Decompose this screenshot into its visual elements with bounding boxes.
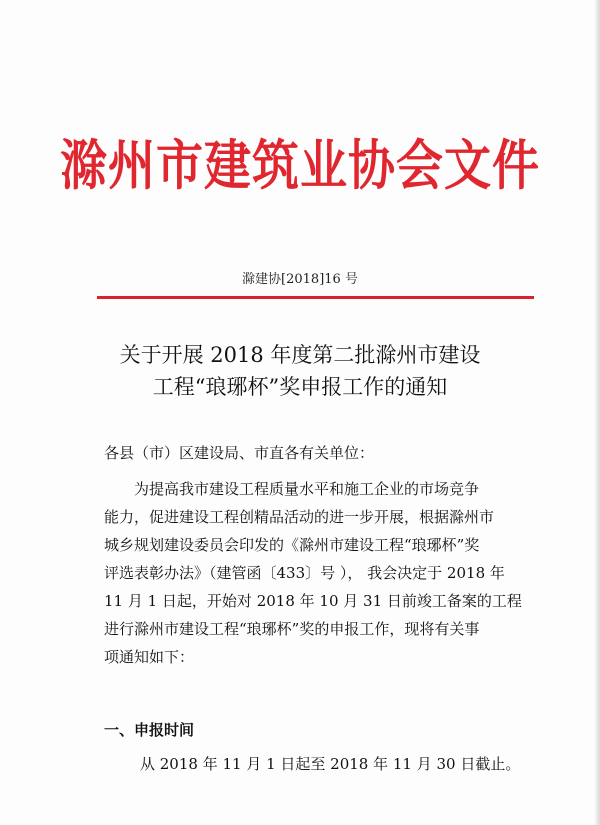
body-line: 为提高我市建设工程质量水平和施工企业的市场竞争 xyxy=(104,480,480,498)
document-number: 滁建协[2018]16 号 xyxy=(242,272,358,287)
body-paragraph xyxy=(104,475,540,671)
section-heading-application-time: 一、申报时间 xyxy=(104,721,195,739)
document-header-title: 滁州市建筑业协会文件 xyxy=(60,134,540,198)
notice-title-line-2: 工程“琅琊杯”奖申报工作的通知 xyxy=(152,375,448,399)
body-line: 项通知如下： xyxy=(104,648,195,666)
body-line: 城乡规划建设委员会印发的《滁州市建设工程“琅琊杯”奖 xyxy=(104,536,480,554)
red-divider-line xyxy=(97,296,534,299)
notice-title-line-1: 关于开展 2018 年度第二批滁州市建设 xyxy=(119,343,481,367)
page-edge-shadow xyxy=(594,0,600,825)
body-line: 11 月 1 日起，开始对 2018 年 10 月 31 日前竣工备案的工程 xyxy=(104,592,522,610)
addressee-line: 各县（市）区建设局、市直各有关单位： xyxy=(104,444,375,462)
body-line: 评选表彰办法》（建管函〔433〕号 ）， 我会决定于 2018 年 xyxy=(104,564,505,582)
notice-title xyxy=(0,339,600,403)
body-line: 能力，促进建设工程创精品活动的进一步开展，根据滁州市 xyxy=(104,508,495,526)
body-line: 进行滁州市建设工程“琅琊杯”奖的申报工作，现将有关事 xyxy=(104,620,480,638)
section-text-application-time: 从 2018 年 11 月 1 日起至 2018 年 11 月 30 日截止。 xyxy=(140,755,521,773)
